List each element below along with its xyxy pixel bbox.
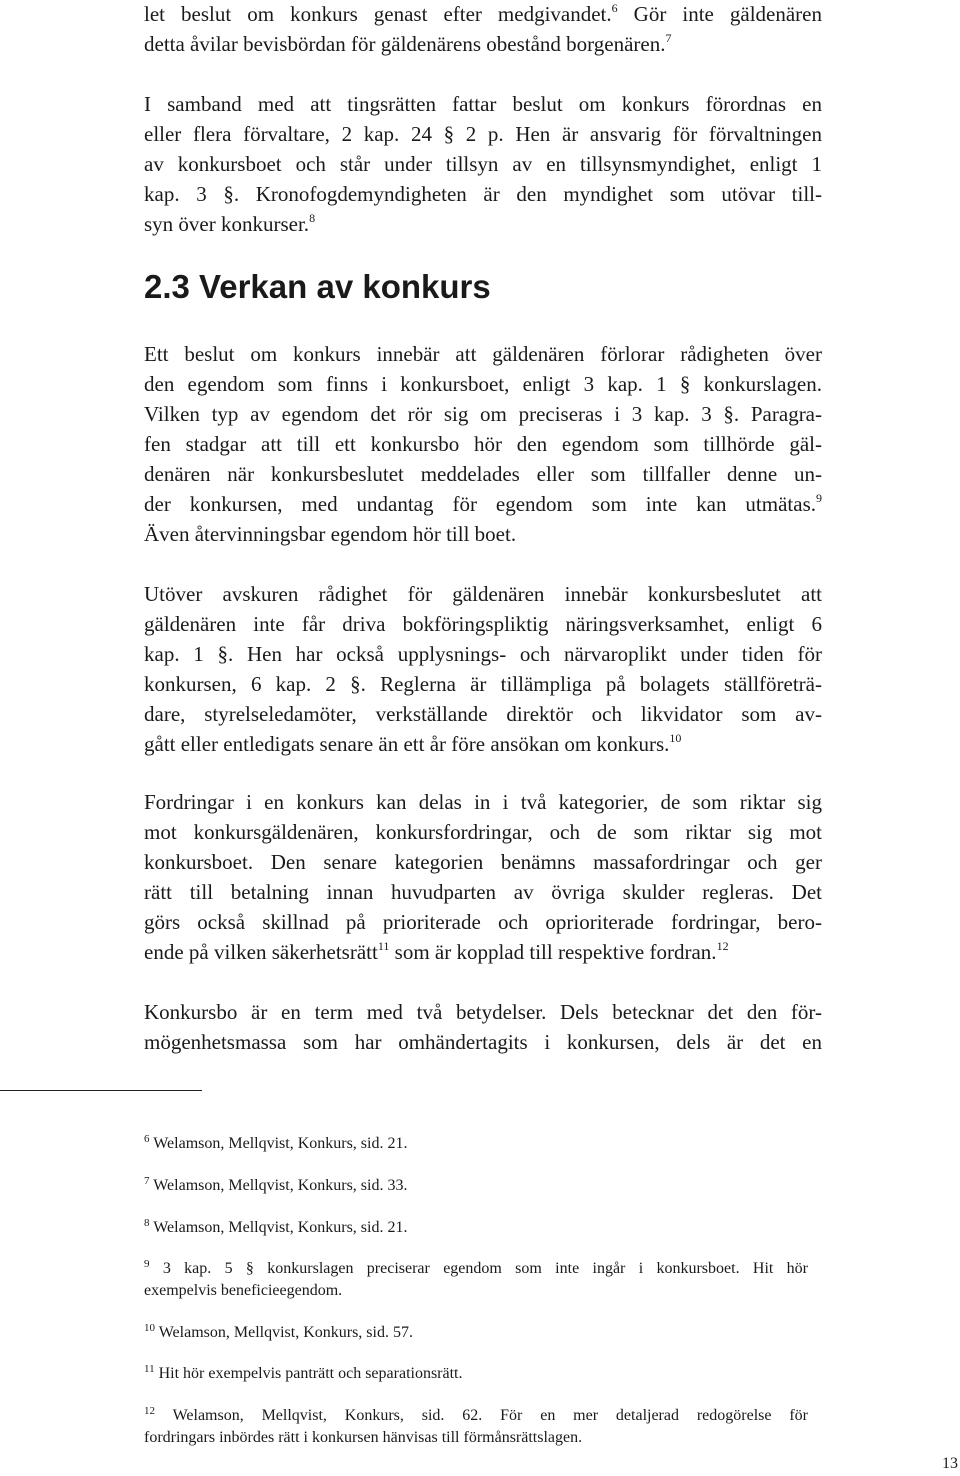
- body-text: ende på vilken säkerhetsrätt: [144, 940, 378, 964]
- body-line: konkursen, 6 kap. 2 §. Reglerna är tillämpliga på bolagets ställföreträ-: [144, 672, 822, 696]
- body-line: [144, 1, 822, 27]
- page-number: 13: [942, 1455, 958, 1472]
- footnote-number: 12: [144, 1405, 155, 1417]
- body-line: gäldenären inte får driva bokföringspliktig näringsverksamhet, enligt 6: [144, 612, 822, 636]
- footnote-number: 6: [144, 1133, 150, 1145]
- body-line: den egendom som finns i konkursboet, enligt 3 kap. 1 § konkurslagen.: [144, 372, 822, 396]
- body-line: eller flera förvaltare, 2 kap. 24 § 2 p. Hen är ansvarig för förvaltningen: [144, 122, 822, 146]
- footnote-separator: [0, 1090, 202, 1091]
- footnote: [144, 1405, 808, 1427]
- footnote-number: 11: [144, 1363, 155, 1375]
- body-line: kap. 3 §. Kronofogdemyndigheten är den myndighet som utövar till-: [144, 182, 822, 206]
- body-line: denären när konkursbeslutet meddelades eller som tillfaller denne un-: [144, 462, 822, 486]
- body-line: görs också skillnad på prioriterade och oprioriterade fordringar, bero-: [144, 910, 822, 934]
- body-text: der konkursen, med undantag för egendom som inte kan utmätas.: [144, 492, 816, 516]
- footnote-text: Welamson, Mellqvist, Konkurs, sid. 21.: [153, 1219, 408, 1236]
- footnote-continuation: fordringars inbördes rätt i konkursen hänvisas till förmånsrättslagen.: [144, 1429, 583, 1446]
- section-heading: 2.3 Verkan av konkurs: [144, 268, 491, 305]
- body-line: Utöver avskuren rådighet för gäldenären innebär konkursbeslutet att: [144, 582, 822, 606]
- footnote-ref[interactable]: 12: [716, 939, 729, 953]
- footnote-ref[interactable]: 8: [309, 211, 316, 225]
- body-line: Vilken typ av egendom det rör sig om preciseras i 3 kap. 3 §. Paragra-: [144, 402, 822, 426]
- body-line: konkursboet. Den senare kategorien benämns massafordringar och ger: [144, 850, 822, 874]
- body-line: [144, 939, 729, 965]
- footnote-text: Welamson, Mellqvist, Konkurs, sid. 62. För en mer detaljerad redogörelse för: [172, 1407, 808, 1424]
- footnote-ref[interactable]: 11: [377, 939, 390, 953]
- footnote-number: 8: [144, 1217, 150, 1229]
- body-line: fen stadgar att till ett konkursbo hör den egendom som tillhörde gäl-: [144, 432, 822, 456]
- body-line: Konkursbo är en term med två betydelser. Dels betecknar det den för-: [144, 1000, 822, 1024]
- body-line: dare, styrelseledamöter, verkställande direktör och likvidator som av-: [144, 702, 822, 726]
- footnote: [144, 1175, 407, 1197]
- body-line: Ett beslut om konkurs innebär att gäldenären förlorar rådigheten över: [144, 342, 822, 366]
- body-line: [144, 491, 822, 517]
- body-line: Fordringar i en konkurs kan delas in i två kategorier, de som riktar sig: [144, 790, 822, 814]
- footnote: [144, 1258, 808, 1280]
- body-text: gått eller entledigats senare än ett år före ansökan om konkurs.: [144, 732, 670, 756]
- footnote-text: Welamson, Mellqvist, Konkurs, sid. 21.: [153, 1135, 408, 1152]
- body-text: syn över konkurser.: [144, 212, 310, 236]
- footnote-text: Welamson, Mellqvist, Konkurs, sid. 57.: [158, 1324, 413, 1341]
- body-text: detta åvilar bevisbördan för gäldenärens obestånd borgenären.: [144, 32, 666, 56]
- footnote-number: 10: [144, 1322, 155, 1334]
- body-text: let beslut om konkurs genast efter medgivandet.: [144, 2, 612, 26]
- body-line: av konkursboet och står under tillsyn av en tillsynsmyndighet, enligt 1: [144, 152, 822, 176]
- body-text: som är kopplad till respektive fordran.: [389, 940, 717, 964]
- body-line: I samband med att tingsrätten fattar beslut om konkurs förordnas en: [144, 92, 822, 116]
- footnote-continuation: exempelvis beneficieegendom.: [144, 1282, 343, 1299]
- footnote-ref[interactable]: 6: [611, 1, 618, 15]
- footnote: [144, 1217, 407, 1239]
- footnote-ref[interactable]: 9: [816, 491, 822, 505]
- body-text: Gör inte gäldenären: [617, 2, 822, 26]
- footnote-text: 3 kap. 5 § konkurslagen preciserar egendom som inte ingår i konkursboet. Hit hör: [162, 1260, 809, 1277]
- body-line: [144, 731, 681, 757]
- body-line: [144, 211, 315, 237]
- footnote-ref[interactable]: 10: [669, 731, 682, 745]
- body-line: rätt till betalning innan huvudparten av övriga skulder regleras. Det: [144, 880, 822, 904]
- footnote: [144, 1322, 413, 1344]
- footnote-number: 9: [144, 1258, 150, 1270]
- body-line: Även återvinningsbar egendom hör till boet.: [144, 522, 517, 546]
- body-line: mögenhetsmassa som har omhändertagits i konkursen, dels är det en: [144, 1030, 822, 1054]
- footnote-text: Hit hör exempelvis panträtt och separationsrätt.: [158, 1365, 463, 1382]
- footnote: [144, 1133, 407, 1155]
- footnote: [144, 1363, 463, 1385]
- footnote-number: 7: [144, 1175, 150, 1187]
- footnote-ref[interactable]: 7: [665, 31, 672, 45]
- body-line: kap. 1 §. Hen har också upplysnings- och närvaroplikt under tiden för: [144, 642, 822, 666]
- body-line: [144, 31, 672, 57]
- footnote-text: Welamson, Mellqvist, Konkurs, sid. 33.: [153, 1177, 408, 1194]
- body-line: mot konkursgäldenären, konkursfordringar, och de som riktar sig mot: [144, 820, 822, 844]
